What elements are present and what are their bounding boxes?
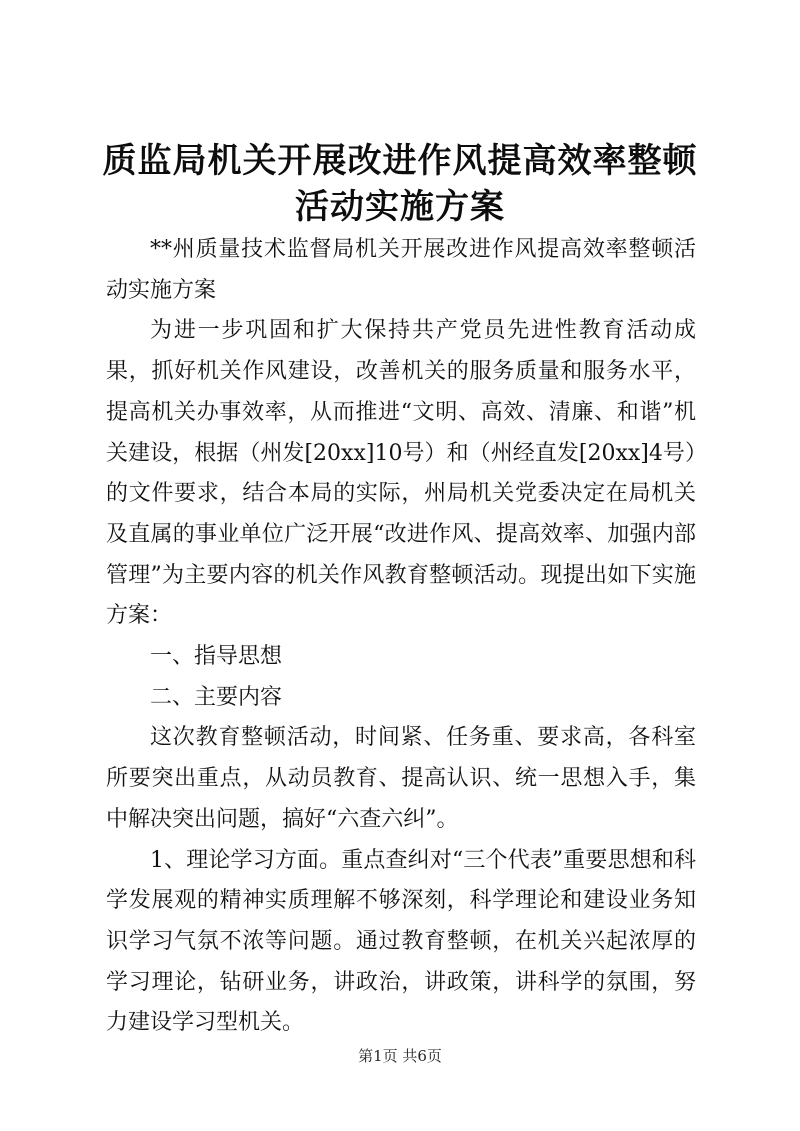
page-number-footer: 第1页 共6页: [358, 1047, 442, 1065]
paragraph-main-content: 这次教育整顿活动，时间紧、任务重、要求高，各科室所要突出重点，从动员教育、提高认识、统一思想入手，集中解决突出问题，搞好“六查六纠”。: [106, 725, 696, 832]
paragraph-subtitle: **州质量技术监督局机关开展改进作风提高效率整顿活动实施方案: [106, 237, 696, 303]
document-body: [106, 230, 696, 1044]
heading-main-content: 二、主要内容: [150, 684, 283, 710]
heading-guiding-thought: 一、指导思想: [150, 644, 283, 670]
paragraph-theory-study: 1、理论学习方面。重点查纠对“三个代表”重要思想和科学发展观的精神实质理解不够深刻，科学理论和建设业务知识学习气氛不浓等问题。通过教育整顿，在机关兴起浓厚的学习理论，钻研业务，讲政治，讲政策，讲科学的氛围，努力建设学习型机关。: [106, 847, 696, 1036]
document-title: 质监局机关开展改进作风提高效率整顿活动实施方案: [102, 141, 698, 227]
paragraph-intro: 为进一步巩固和扩大保持共产党员先进性教育活动成果，抓好机关作风建设，改善机关的服务质量和服务水平，提高机关办事效率，从而推进“文明、高效、清廉、和谐”机关建设，根据（州发[20xx]10号）和（州经直发[20xx]4号）的文件要求，结合本局的实际，州局机关党委决定在局机关及直属的事业单位广泛开展“改进作风、提高效率、加强内部管理”为主要内容的机关作风教育整顿活动。现提出如下实施方案：: [106, 318, 696, 629]
